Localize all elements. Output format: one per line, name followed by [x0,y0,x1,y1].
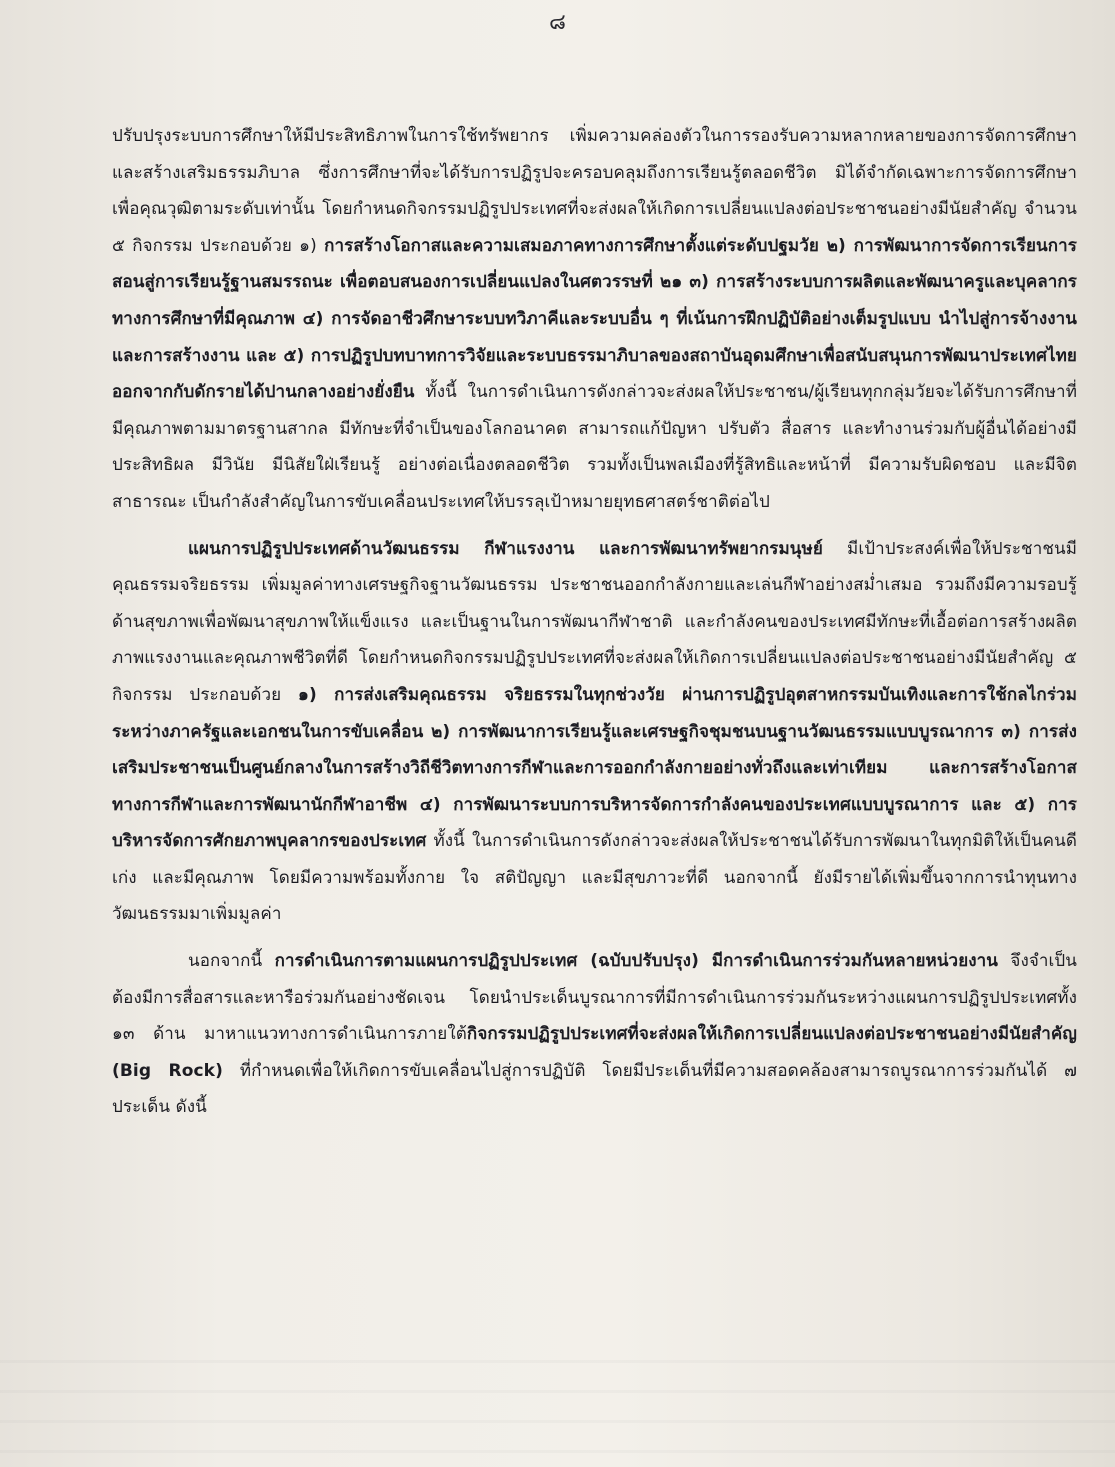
bold-text-run: การสร้างโอกาสและความเสมอภาคทางการศึกษาตั้งแต่ระดับปฐมวัย ๒) การพัฒนาการจัดการเรียนการสอนสู่การเรียนรู้ฐานสมรรถนะ เพื่อตอบสนองการเปลี่ยนแปลงในศตวรรษที่ ๒๑ ๓) การสร้างระบบการผลิตและพัฒนาครูและบุคลากรทางการศึกษาที่มีคุณภาพ ๔) การจัดอาชีวศึกษาระบบทวิภาคีและระบบอื่น ๆ ที่เน้นการฝึกปฏิบัติอย่างเต็มรูปแบบ นำไปสู่การจ้างงานและการสร้างงาน และ ๕) การปฏิรูปบทบาทการวิจัยและระบบธรรมาภิบาลของสถาบันอุดมศึกษาเพื่อสนับสนุนการพัฒนาประเทศไทยออกจากกับดักรายได้ปานกลางอย่างยั่งยืน [112,235,1078,403]
text-run: มีเป้าประสงค์เพื่อให้ประชาชนมีคุณธรรมจริยธรรม เพิ่มมูลค่าทางเศรษฐกิจฐานวัฒนธรรม ประชาชนออกกำลังกายและเล่นกีฬาอย่างสม่ำเสมอ รวมถึงมีความรอบรู้ด้านสุขภาพเพื่อพัฒนาสุขภาพให้แข็งแรง และเป็นฐานในการพัฒนากีฬาชาติ และกำลังคนของประเทศมีทักษะที่เอื้อต่อการสร้างผลิตภาพแรงงานและคุณภาพชีวิตที่ดี โดยกำหนดกิจกรรมปฏิรูปประเทศที่จะส่งผลให้เกิดการเปลี่ยนแปลงต่อประชาชนอย่างมีนัยสำคัญ ๕ กิจกรรม ประกอบด้วย [112,538,1077,705]
bold-text-run: การดำเนินการตามแผนการปฏิรูปประเทศ (ฉบับปรับปรุง) มีการดำเนินการร่วมกันหลายหน่วยงาน [274,951,999,972]
text-run: ที่กำหนดเพื่อให้เกิดการขับเคลื่อนไปสู่การปฏิบัติ โดยมีประเด็นที่มีความสอดคล้องสามารถบูรณาการร่วมกันได้ ๗ ประเด็น ดังนี้ [112,1060,1077,1118]
body-text [112,118,1077,1126]
show-through-text-area [0,1360,1115,1467]
paragraph-integration [112,943,1077,1126]
text-run: จึงจำเป็นต้องมีการสื่อสารและหารือร่วมกันอย่างชัดเจน โดยนำประเด็นบูรณาการที่มีการดำเนินการร่วมกันระหว่างแผนการปฏิรูปประเทศทั้ง ๑๓ ด้าน มาหาแนวทางการดำเนินการภายใต้ [112,951,1077,1045]
text-run: ปรับปรุงระบบการศึกษาให้มีประสิทธิภาพในการใช้ทรัพยากร เพิ่มความคล่องตัวในการรองรับความหลากหลายของการจัดการศึกษา และสร้างเสริมธรรมภิบาล ซึ่งการศึกษาที่จะได้รับการปฏิรูปจะครอบคลุมถึงการเรียนรู้ตลอดชีวิต มิได้จำกัดเฉพาะการจัดการศึกษาเพื่อคุณวุฒิตามระดับเท่านั้น โดยกำหนดกิจกรรมปฏิรูปประเทศที่จะส่งผลให้เกิดการเปลี่ยนแปลงต่อประชาชนอย่างมีนัยสำคัญ จำนวน ๕ กิจกรรม ประกอบด้วย ๑) [112,126,1077,256]
text-run: ทั้งนี้ ในการดำเนินการดังกล่าวจะส่งผลให้ประชาชน/ผู้เรียนทุกกลุ่มวัยจะได้รับการศึกษาที่มีคุณภาพตามมาตรฐานสากล มีทักษะที่จำเป็นของโลกอนาคต สามารถแก้ปัญหา ปรับตัว สื่อสาร และทำงานร่วมกับผู้อื่นได้อย่างมีประสิทธิผล มีวินัย มีนิสัยใฝ่เรียนรู้ อย่างต่อเนื่องตลอดชีวิต รวมทั้งเป็นพลเมืองที่รู้สิทธิและหน้าที่ มีความรับผิดชอบ และมีจิตสาธารณะ เป็นกำลังสำคัญในการขับเคลื่อนประเทศให้บรรลุเป้าหมายยุทธศาสตร์ชาติต่อไป [112,382,1077,512]
bold-text-run: กิจกรรมปฏิรูปประเทศที่จะส่งผลให้เกิดการเปลี่ยนแปลงต่อประชาชนอย่างมีนัยสำคัญ (Big Rock) [112,1024,1077,1081]
paragraph-education-reform [112,118,1077,521]
page-number: ๘ [549,10,566,35]
bold-text-run: แผนการปฏิรูปประเทศด้านวัฒนธรรม กีฬาแรงงาน และการพัฒนาทรัพยากรมนุษย์ [188,538,823,559]
text-run: ทั้งนี้ ในการดำเนินการดังกล่าวจะส่งผลให้ประชาชนได้รับการพัฒนาในทุกมิติให้เป็นคนดี เก่ง และมีคุณภาพ โดยมีความพร้อมทั้งกาย ใจ สติปัญญา และมีสุขภาวะที่ดี นอกจากนี้ ยังมีรายได้เพิ่มขึ้นจากการนำทุนทางวัฒนธรรมมาเพิ่มมูลค่า [112,831,1077,925]
bold-text-run: ๑) การส่งเสริมคุณธรรม จริยธรรมในทุกช่วงวัย ผ่านการปฏิรูปอุตสาหกรรมบันเทิงและการใช้กลไกร่วมระหว่างภาครัฐและเอกชนในการขับเคลื่อน ๒) การพัฒนาการเรียนรู้และเศรษฐกิจชุมชนบนฐานวัฒนธรรมแบบบูรณาการ ๓) การส่งเสริมประชาชนเป็นศูนย์กลางในการสร้างวิถีชีวิตทางการกีฬาและการออกกำลังกายอย่างทั่วถึงและเท่าเทียม และการสร้างโอกาสทางการกีฬาและการพัฒนานักกีฬาอาชีพ ๔) การพัฒนาระบบการบริหารจัดการกำลังคนของประเทศแบบบูรณาการ และ ๕) การบริหารจัดการศักยภาพบุคลากรของประเทศ [112,684,1077,852]
paragraph-culture-sports-labour [112,531,1077,934]
text-run: นอกจากนี้ [188,951,275,972]
